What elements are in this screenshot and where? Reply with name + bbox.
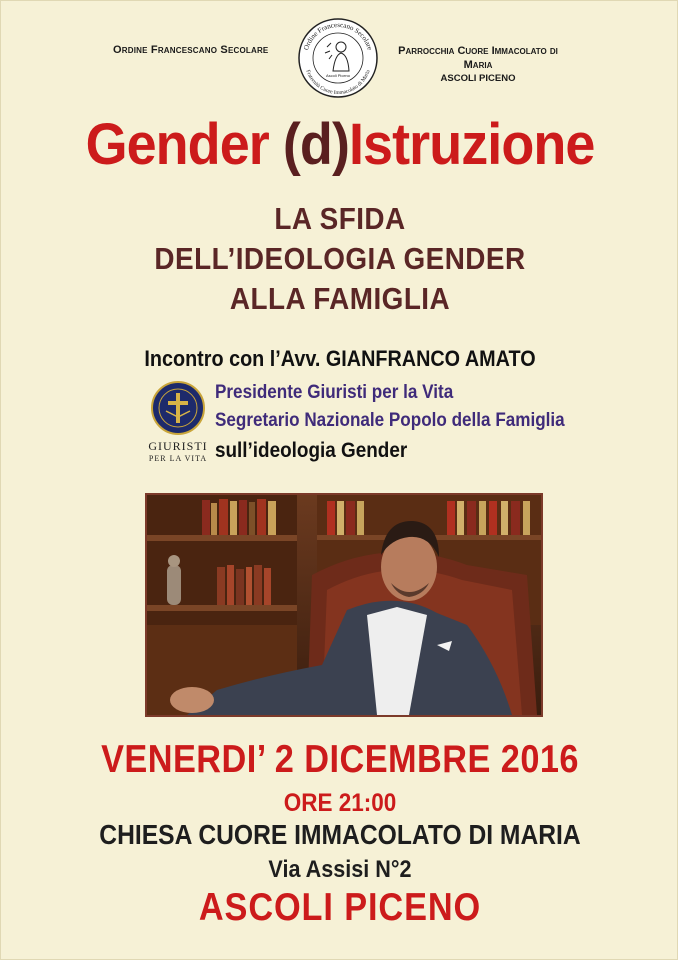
title-part1: Gender xyxy=(85,112,283,177)
speaker-topic: sull’ideologia Gender xyxy=(215,439,408,462)
speaker-role1: Presidente Giuristi per la Vita xyxy=(215,382,454,403)
main-title xyxy=(25,111,656,178)
subtitle-line2: DELL’IDEOLOGIA GENDER xyxy=(154,241,526,276)
speaker-roles xyxy=(215,379,565,435)
org-right-line2: ASCOLI PICENO xyxy=(440,73,516,84)
seal-top-text: Ordine Francescano Secolare xyxy=(302,20,374,52)
seal-bottom-text: Fraternità Cuore Immacolato di Maria xyxy=(304,69,372,97)
event-city: ASCOLI PICENO xyxy=(198,886,482,929)
subtitle-line3: ALLA FAMIGLIA xyxy=(229,281,451,316)
event-venue: CHIESA CUORE IMMACOLATO DI MARIA xyxy=(99,819,581,850)
subtitle-line1: LA SFIDA xyxy=(274,201,406,236)
event-date: VENERDI’ 2 DICEMBRE 2016 xyxy=(101,738,579,781)
speaker-intro: Incontro con l’Avv. GIANFRANCO AMATO xyxy=(144,346,536,371)
speaker-photo xyxy=(145,493,543,717)
franciscan-seal-icon xyxy=(297,17,379,99)
speaker-photo-illustration xyxy=(147,495,541,715)
title-part3: Istruzione xyxy=(348,112,595,177)
title-part2: (d) xyxy=(282,112,349,177)
event-time: ORE 21:00 xyxy=(283,789,397,817)
logo-text xyxy=(137,439,219,463)
speaker-role2: Segretario Nazionale Popolo della Famiglia xyxy=(215,410,565,431)
org-right-line1: Parrocchia Cuore Immacolato di Maria xyxy=(398,45,558,71)
seal-city-text: Ascoli Piceno xyxy=(325,73,351,78)
giuristi-per-la-vita-logo-icon xyxy=(151,381,205,435)
logo-text-line1: GIURISTI xyxy=(148,439,208,453)
org-right-name xyxy=(393,44,563,86)
event-street: Via Assisi N°2 xyxy=(268,856,412,883)
logo-text-line2: PER LA VITA xyxy=(148,454,208,463)
org-left-name: Ordine Francescano Secolare xyxy=(113,44,269,56)
